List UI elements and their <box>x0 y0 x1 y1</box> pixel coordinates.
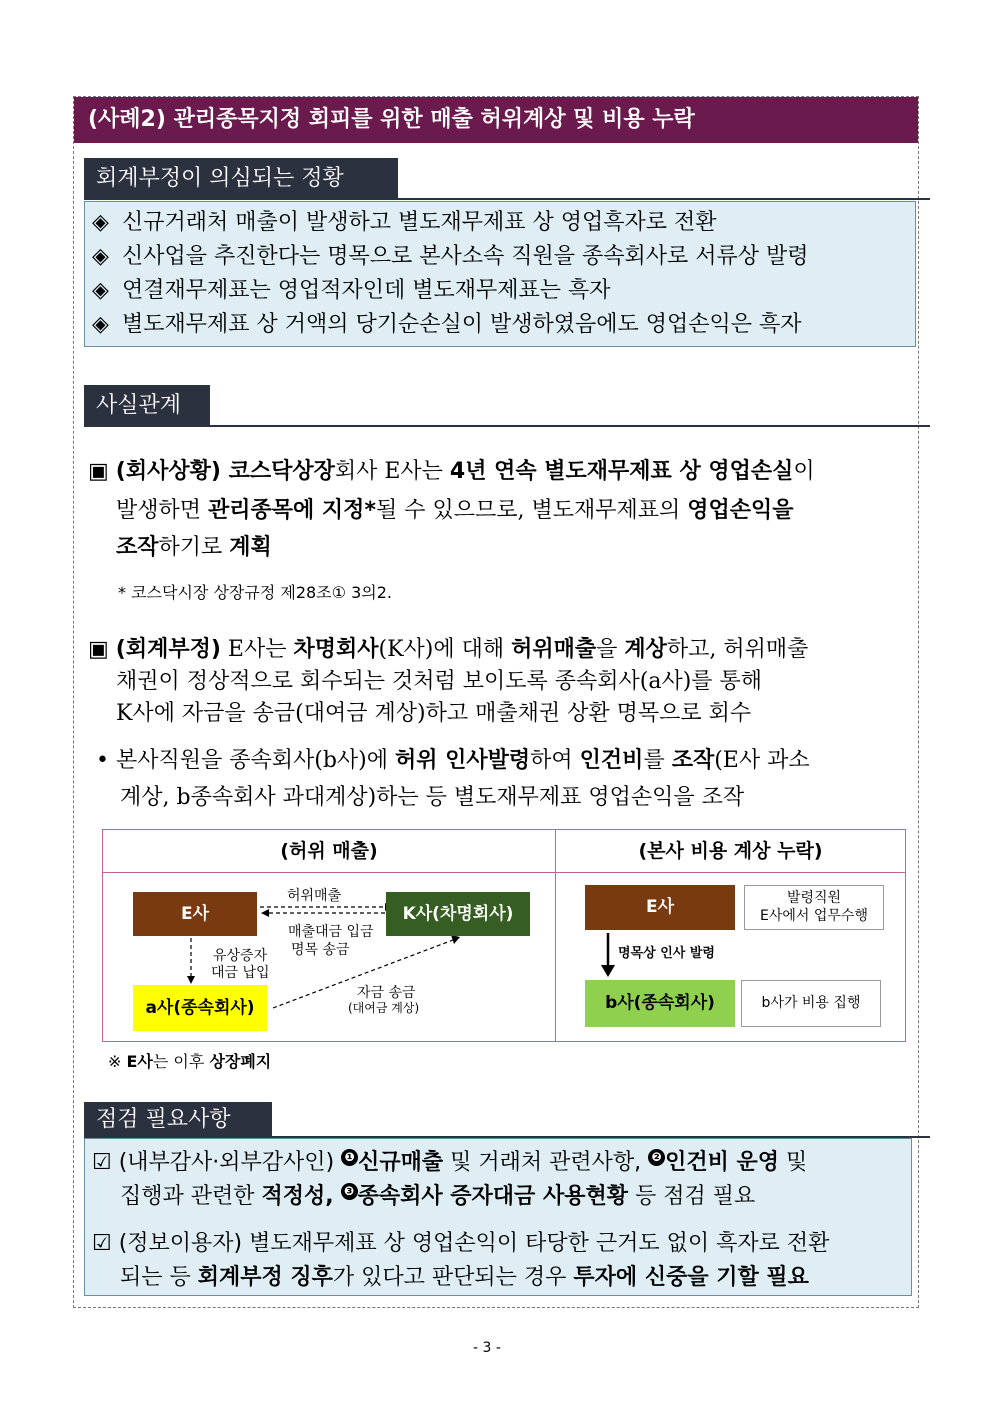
square-bullet-icon: ▣ <box>88 459 116 484</box>
square-bullet-icon: ▣ <box>88 637 116 662</box>
node-a-subsidiary: a사(종속회사) <box>133 985 267 1031</box>
suspicion-item: ◈ 신사업을 추진한다는 명목으로 본사소속 직원을 종속회사로 서류상 발령 <box>92 240 809 274</box>
note-b-expense: b사가 비용 집행 <box>741 980 881 1027</box>
node-k-company: K사(차명회사) <box>386 892 530 936</box>
facts-paragraph-2-line-2: 채권이 정상적으로 회수되는 것처럼 보이도록 종속회사(a사)를 통해 <box>116 669 763 694</box>
label-fund-2: (대여금 계상) <box>348 1001 420 1015</box>
bullet-dot-icon: • <box>96 748 116 773</box>
footnote: * 코스닥시장 상장규정 제28조① 3의2. <box>118 583 392 602</box>
section-heading-checks: 점검 필요사항 <box>84 1102 272 1138</box>
number-3-icon: ❸ <box>341 1183 358 1200</box>
checkbox-icon: ☑ <box>92 1231 119 1256</box>
label-fund-1: 자금 송금 <box>357 985 416 1001</box>
node-e-company: E사 <box>133 892 257 936</box>
label-capital-1: 유상증자 <box>213 948 268 964</box>
case-title: (사례2) 관리종목지정 회피를 위한 매출 허위계상 및 비용 누락 <box>74 97 918 143</box>
check-item-1-line-1: ☑ (내부감사·외부감사인) ❶ 신규매출 및 거래처 관련사항, ❷ 인건비 운영 및 <box>92 1149 808 1175</box>
diagram-right-header: (본사 비용 계상 누락) <box>638 840 823 862</box>
section-heading-facts: 사실관계 <box>84 385 210 427</box>
number-1-icon: ❶ <box>341 1149 358 1166</box>
check-item-2-line-2: 되는 등 회계부정 징후가 있다고 판단되는 경우 투자에 신중을 기할 필요 <box>120 1265 809 1290</box>
number-2-icon: ❷ <box>648 1149 665 1166</box>
diamond-icon: ◈ <box>92 278 109 303</box>
label-payment-2: 명목 송금 <box>291 942 350 958</box>
note-assigned-staff: 발령직원 E사에서 업무수행 <box>744 885 884 930</box>
bullet-line-1: • 본사직원을 종속회사(b사)에 허위 인사발령하여 인건비를 조작(E사 과소 <box>96 748 810 773</box>
section-heading-suspicion: 회계부정이 의심되는 정황 <box>84 158 398 200</box>
checkbox-icon: ☑ <box>92 1150 119 1175</box>
check-item-1-line-2: 집행과 관련한 적정성, ❸ 종속회사 증자대금 사용현황 등 점검 필요 <box>120 1183 756 1209</box>
node-e-company-right: E사 <box>585 885 735 930</box>
label-nominal-appointment: 명목상 인사 발령 <box>618 946 715 961</box>
suspicion-item: ◈ 연결재무제표는 영업적자인데 별도재무제표는 흑자 <box>92 274 611 308</box>
flow-diagram <box>102 829 906 1042</box>
node-b-subsidiary: b사(종속회사) <box>585 980 735 1027</box>
page-number: - 3 - <box>473 1340 501 1356</box>
diamond-icon: ◈ <box>92 244 109 269</box>
suspicion-item: ◈ 별도재무제표 상 거액의 당기순손실이 발생하였음에도 영업손익은 흑자 <box>92 308 802 342</box>
diamond-icon: ◈ <box>92 312 109 337</box>
facts-paragraph-2-line-1: ▣ (회계부정) E사는 차명회사(K사)에 대해 허위매출을 계상하고, 허위매출 <box>88 637 809 662</box>
bullet-line-2: 계상, b종속회사 과대계상)하는 등 별도재무제표 영업손익을 조작 <box>120 785 745 810</box>
check-item-2-line-1: ☑ (정보이용자) 별도재무제표 상 영업손익이 타당한 근거도 없이 흑자로 전환 <box>92 1231 830 1256</box>
facts-paragraph-1-line-3: 조작하기로 계획 <box>116 535 272 560</box>
diagram-left-header: (허위 매출) <box>280 840 378 862</box>
diamond-icon: ◈ <box>92 210 109 235</box>
suspicion-item: ◈ 신규거래처 매출이 발생하고 별도재무제표 상 영업흑자로 전환 <box>92 206 717 240</box>
label-capital-2: 대금 납입 <box>211 965 270 981</box>
facts-paragraph-1-line-1: ▣ (회사상황) 코스닥상장회사 E사는 4년 연속 별도재무제표 상 영업손실이 <box>88 459 815 484</box>
label-fake-sales: 허위매출 <box>287 888 342 904</box>
label-payment-1: 매출대금 입금 <box>288 924 374 940</box>
facts-paragraph-2-line-3: K사에 자금을 송금(대여금 계상)하고 매출채권 상환 명목으로 회수 <box>116 701 752 726</box>
diagram-caption: ※ E사는 이후 상장폐지 <box>108 1052 272 1071</box>
facts-paragraph-1-line-2: 발생하면 관리종목에 지정*될 수 있으므로, 별도재무제표의 영업손익을 <box>116 498 794 523</box>
